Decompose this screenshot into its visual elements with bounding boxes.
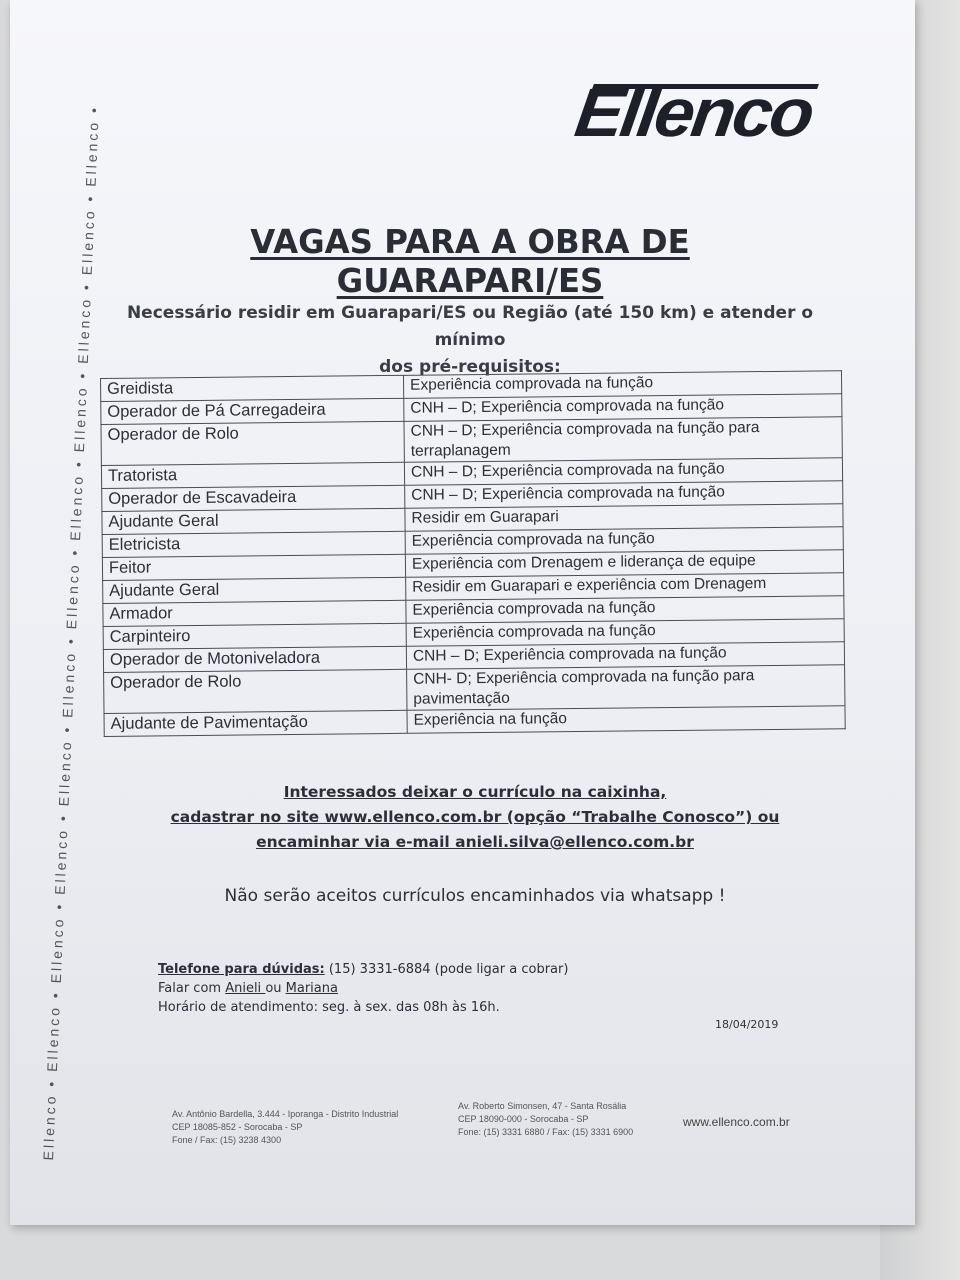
page-title: VAGAS PARA A OBRA DE GUARAPARI/ES xyxy=(250,222,690,300)
contact-name-mariana: Mariana xyxy=(285,981,338,996)
job-role-cell: Greidista xyxy=(101,375,404,401)
footer-address-1-phone: Fone / Fax: (15) 3238 4300 xyxy=(172,1135,282,1145)
job-requirement-cell: Experiência com Drenagem e liderança de equipe xyxy=(405,550,843,578)
contact-info xyxy=(158,960,718,1017)
job-requirement-cell: Experiência na função xyxy=(407,706,845,734)
requirements-intro-line-1: Necessário residir em Guarapari/ES ou Região (até 150 km) e atender o mínimo xyxy=(126,303,814,350)
job-role-cell: Operador de Escavadeira xyxy=(102,485,405,511)
job-requirement-cell: CNH – D; Experiência comprovada na função xyxy=(404,458,842,486)
office-hours: Horário de atendimento: seg. à sex. das 08h às 16h. xyxy=(158,1000,500,1015)
application-instructions xyxy=(150,780,800,855)
job-poster xyxy=(10,0,915,1225)
talk-mid: ou xyxy=(265,981,286,996)
job-requirement-cell: Residir em Guarapari e experiência com Drenagem xyxy=(406,573,844,601)
footer-address-1-cep: CEP 18085-852 - Sorocaba - SP xyxy=(172,1122,303,1132)
job-requirement-cell: CNH – D; Experiência comprovada na função xyxy=(404,394,842,422)
jobs-table-wrapper xyxy=(100,370,846,737)
job-role-cell: Carpinteiro xyxy=(103,623,406,649)
footer-website: www.ellenco.com.br xyxy=(683,1115,790,1129)
requirements-intro-line-2: dos pré-requisitos: xyxy=(379,357,561,377)
job-requirement-cell: Experiência comprovada na função xyxy=(406,619,844,647)
job-requirement-cell: CNH – D; Experiência comprovada na função xyxy=(406,642,844,670)
job-role-cell: Eletricista xyxy=(102,531,405,557)
phone-label: Telefone para dúvidas: xyxy=(158,962,325,977)
footer-address-2-cep: CEP 18090-000 - Sorocaba - SP xyxy=(458,1114,589,1124)
job-requirement-cell: Experiência comprovada na função xyxy=(405,527,843,555)
footer-address-2-phone: Fone: (15) 3331 6880 / Fax: (15) 3331 6900 xyxy=(458,1127,634,1137)
instructions-line-1: Interessados deixar o currículo na caixinha, xyxy=(283,783,667,801)
job-role-cell: Operador de Rolo xyxy=(101,421,404,465)
whatsapp-notice: Não serão aceitos currículos encaminhados via whatsapp ! xyxy=(224,886,726,906)
job-role-cell: Ajudante Geral xyxy=(103,577,406,603)
side-brand-strip: Ellenco • Ellenco • Ellenco • Ellenco • Ellenco • Ellenco • Ellenco • Ellenco • Ellenco • Ellenco • Ellenco • Ellenco • xyxy=(40,104,103,1161)
job-requirement-cell: CNH – D; Experiência comprovada na função xyxy=(405,481,843,509)
requirements-intro xyxy=(110,300,830,381)
job-requirement-cell: CNH- D; Experiência comprovada na função para pavimentação xyxy=(407,665,845,711)
jobs-table xyxy=(100,370,846,737)
contact-name-anieli: Anieli xyxy=(225,981,266,996)
job-requirement-cell: Experiência comprovada na função xyxy=(406,596,844,624)
talk-prefix: Falar com xyxy=(158,981,226,996)
job-role-cell: Operador de Rolo xyxy=(104,669,407,713)
contact-names-line xyxy=(158,979,718,998)
job-role-cell: Tratorista xyxy=(101,462,404,488)
instructions-line-3: encaminhar via e-mail anieli.silva@ellenco.com.br xyxy=(256,833,694,851)
instructions-line-2: cadastrar no site www.ellenco.com.br (opção “Trabalhe Conosco”) ou xyxy=(170,808,780,826)
footer-address-2 xyxy=(458,1100,633,1139)
job-role-cell: Armador xyxy=(103,600,406,626)
jobs-table-body xyxy=(101,371,846,737)
document-date: 18/04/2019 xyxy=(715,1018,779,1031)
footer-address-2-street: Av. Roberto Simonsen, 47 - Santa Rosália xyxy=(458,1101,627,1111)
job-role-cell: Operador de Pá Carregadeira xyxy=(101,398,404,424)
phone-value: (15) 3331-6884 (pode ligar a cobrar) xyxy=(324,962,569,977)
phone-line xyxy=(158,960,718,979)
job-role-cell: Ajudante Geral xyxy=(102,508,405,534)
job-role-cell: Ajudante de Pavimentação xyxy=(104,710,407,736)
company-logo: Ellenco xyxy=(570,75,817,151)
job-requirement-cell: Residir em Guarapari xyxy=(405,504,843,532)
job-role-cell: Operador de Motoniveladora xyxy=(103,646,406,672)
job-requirement-cell: CNH – D; Experiência comprovada na função para terraplanagem xyxy=(404,417,842,463)
job-role-cell: Feitor xyxy=(102,554,405,580)
footer-address-1 xyxy=(172,1108,398,1147)
footer-address-1-street: Av. Antônio Bardella, 3.444 - Iporanga - Distrito Industrial xyxy=(172,1109,399,1119)
job-requirement-cell: Experiência comprovada na função xyxy=(403,371,841,399)
